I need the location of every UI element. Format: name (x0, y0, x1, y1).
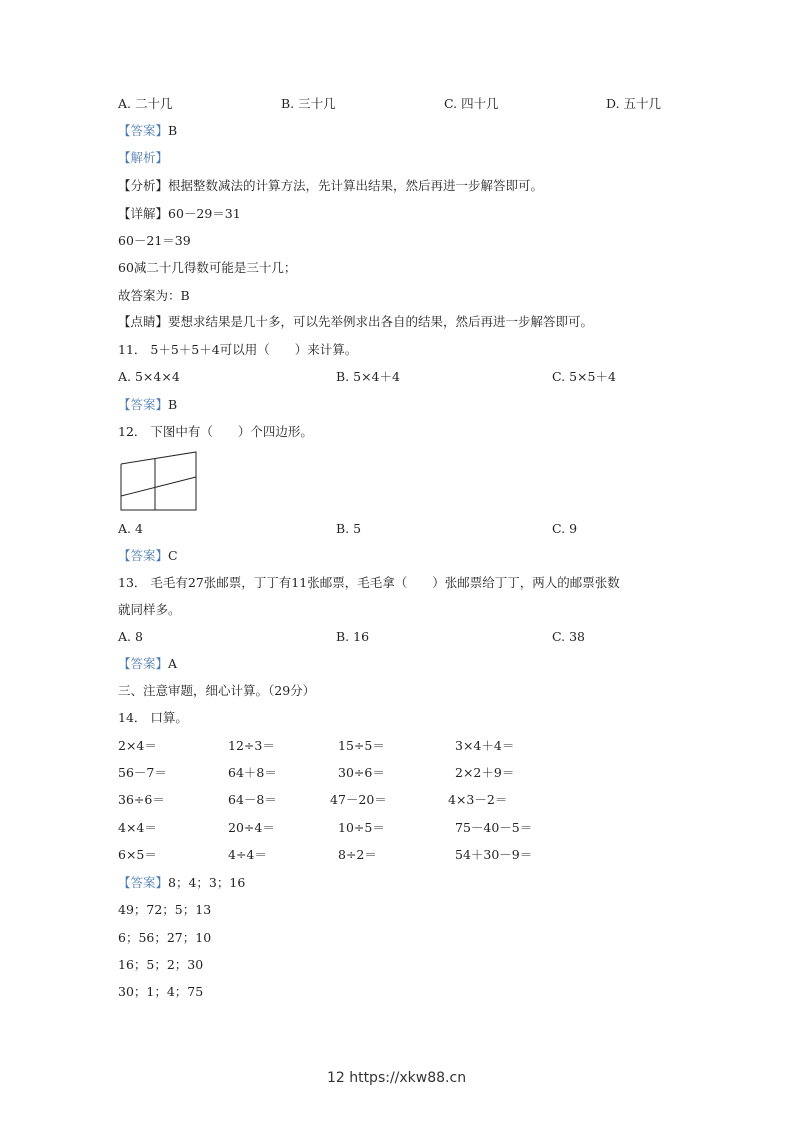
option-a: A. 5×4×4 (118, 369, 180, 384)
option-a: A. 二十几 (118, 96, 173, 111)
answer-row: 30；1；4；75 (118, 984, 204, 999)
page-footer: 12 https://xkw88.cn (326, 1070, 467, 1086)
answer-row: 49；72；5；13 (118, 902, 212, 917)
calc-item: 56－7＝ (118, 765, 167, 781)
calc-item: 10÷5＝ (338, 819, 385, 835)
option-c: C. 9 (552, 521, 578, 536)
calc-item: 2×2＋9＝ (455, 765, 515, 781)
option-a: A. 8 (118, 629, 143, 644)
answer-tag: 【答案】 (118, 548, 169, 563)
option-a: A. 4 (118, 521, 143, 536)
detail-text: 【详解】60－29＝31 (118, 206, 241, 221)
calc-item: 47－20＝ (330, 792, 387, 808)
option-c: C. 38 (552, 629, 585, 644)
option-d: D. 五十几 (606, 96, 662, 111)
calc-item: 75－40－5＝ (455, 819, 533, 835)
analysis-tag: 【解析】 (118, 150, 169, 165)
answer-line (118, 547, 178, 565)
calc-item: 4÷4＝ (228, 846, 267, 862)
answer: A (168, 656, 178, 671)
answer-row: 6；56；27；10 (118, 930, 212, 945)
calc-item: 36÷6＝ (118, 792, 165, 808)
answer-line (118, 396, 177, 414)
question-11: 11． 5＋5＋5＋4可以用（ ）来计算。 (118, 342, 358, 357)
calc-item: 54＋30－9＝ (455, 846, 533, 862)
question-14: 14． 口算。 (118, 710, 188, 725)
question-13: 13． 毛毛有27张邮票，丁丁有11张邮票，毛毛拿（ ）张邮票给丁丁，两人的邮票张数 (118, 575, 620, 590)
calc-item: 64＋8＝ (228, 765, 277, 781)
answer-tag: 【答案】 (118, 875, 169, 890)
answer-line (118, 874, 245, 892)
option-b: B. 三十几 (281, 96, 336, 111)
answer-tag: 【答案】 (118, 397, 169, 412)
section-heading: 三、注意审题，细心计算。（29分） (118, 683, 316, 698)
calc-item: 30÷6＝ (338, 765, 385, 781)
answer-line (118, 655, 177, 673)
detail-line: 故答案为：B (118, 288, 190, 303)
answer: B (168, 123, 178, 138)
calc-item: 20÷4＝ (228, 819, 275, 835)
option-b: B. 5 (336, 521, 362, 536)
comment-text: 【点睛】要想求结果是几十多，可以先举例求出各自的结果，然后再进一步解答即可。 (118, 314, 594, 329)
answer: C (168, 548, 178, 563)
answer-line (118, 122, 177, 140)
calc-item: 64－8＝ (228, 792, 277, 808)
answer: B (168, 397, 178, 412)
answer: 8；4；3；16 (168, 875, 246, 890)
calc-item: 15÷5＝ (338, 738, 385, 753)
option-c: C. 四十几 (444, 96, 499, 111)
answer-tag: 【答案】 (118, 123, 169, 138)
calc-item: 3×4＋4＝ (455, 738, 515, 753)
calc-item: 4×3－2＝ (448, 792, 508, 808)
answer-row: 16；5；2；30 (118, 957, 204, 972)
calc-item: 8÷2＝ (338, 846, 377, 862)
analysis-text: 【分析】根据整数减法的计算方法，先计算出结果，然后再进一步解答即可。 (118, 178, 544, 193)
answer-tag: 【答案】 (118, 656, 169, 671)
question-13-cont: 就同样多。 (118, 602, 181, 617)
detail-line: 60减二十几得数可能是三十几； (118, 260, 297, 275)
option-b: B. 16 (336, 629, 370, 644)
calc-item: 4×4＝ (118, 819, 157, 835)
option-c: C. 5×5＋4 (552, 369, 616, 384)
quadrilateral-figure (118, 448, 200, 514)
calc-item: 12÷3＝ (228, 738, 275, 753)
calc-item: 2×4＝ (118, 738, 157, 753)
question-12: 12． 下图中有（ ）个四边形。 (118, 424, 313, 439)
detail-line: 60－21＝39 (118, 233, 191, 248)
calc-item: 6×5＝ (118, 846, 157, 862)
option-b: B. 5×4＋4 (336, 369, 400, 384)
